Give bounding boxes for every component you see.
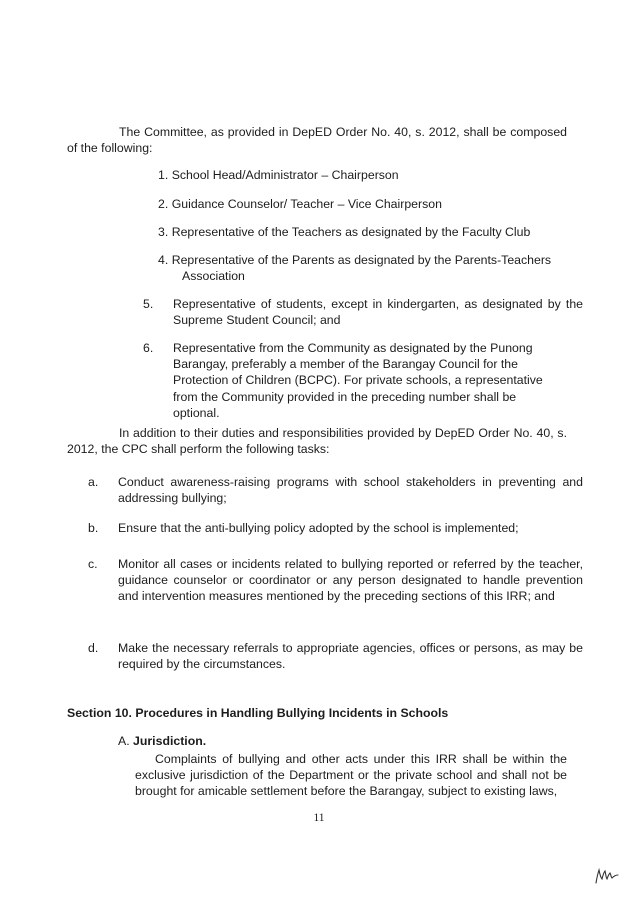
list-number: 1. — [158, 168, 169, 182]
list-number: 6. — [143, 341, 154, 355]
subsection-heading — [118, 733, 558, 749]
task-letter: d. — [88, 641, 99, 655]
committee-member-3 — [158, 224, 568, 240]
task-text: Conduct awareness-raising programs with school stakeholders in preventing and addressing bullying; — [118, 475, 583, 506]
page-number: 11 — [313, 812, 325, 824]
subsection-title: Jurisdiction. — [133, 734, 207, 748]
list-item-text: Representative of students, except in kindergarten, as designated by the Supreme Student Council; and — [173, 297, 583, 328]
task-letter: a. — [88, 475, 99, 489]
task-text: Monitor all cases or incidents related to bullying reported or referred by the teacher, guidance counselor or coordinator or any person designated to handle prevention and intervention measures mentioned by the preceding sections of this IRR; and — [118, 557, 583, 604]
list-item-text-line1: Representative of the Parents as designated by the Parents-Teachers — [171, 253, 552, 267]
committee-member-4 — [158, 252, 568, 284]
task-item-d — [88, 640, 583, 672]
handwritten-initials — [594, 866, 620, 886]
task-letter: b. — [88, 521, 99, 535]
list-item-text: Representative from the Community as designated by the Punong Barangay, preferably a member of the Barangay Council for the Protection of Children (BCPC). For private schools, a representative from the Community provided in the preceding number shall be optional. — [173, 341, 543, 420]
list-number: 2. — [158, 197, 169, 211]
task-letter: c. — [88, 557, 98, 571]
list-number: 3. — [158, 225, 169, 239]
list-item-text: Guidance Counselor/ Teacher – Vice Chairperson — [171, 197, 442, 211]
task-text: Ensure that the anti-bullying policy adopted by the school is implemented; — [118, 521, 519, 535]
list-item-text: School Head/Administrator – Chairperson — [171, 168, 399, 182]
list-item-text-line2: Association — [182, 269, 245, 284]
list-item-text: Representative of the Teachers as designated by the Faculty Club — [171, 225, 531, 239]
intro-paragraph: The Committee, as provided in DepED Order No. 40, s. 2012, shall be composed of the following: — [67, 125, 567, 156]
committee-member-1 — [158, 167, 568, 183]
tasks-intro-paragraph: In addition to their duties and responsibilities provided by DepED Order No. 40, s. 2012, the CPC shall perform the following tasks: — [67, 426, 567, 457]
task-text: Make the necessary referrals to appropriate agencies, offices or persons, as may be required by the circumstances. — [118, 641, 583, 672]
task-item-a — [88, 474, 583, 506]
committee-member-2 — [158, 196, 568, 212]
task-item-b — [88, 520, 583, 536]
task-item-c — [88, 556, 583, 605]
jurisdiction-paragraph: Complaints of bullying and other acts under this IRR shall be within the exclusive jurisdiction of the Department or the private school and shall not be brought for amicable settlement before the Barangay, subject to existing laws, — [135, 752, 567, 799]
committee-member-5 — [143, 296, 583, 328]
list-number: 4. — [158, 253, 169, 267]
committee-member-6 — [143, 340, 553, 421]
section-heading: Section 10. Procedures in Handling Bullying Incidents in Schools — [67, 706, 449, 720]
subsection-letter: A. — [118, 734, 130, 748]
list-number: 5. — [143, 297, 154, 311]
